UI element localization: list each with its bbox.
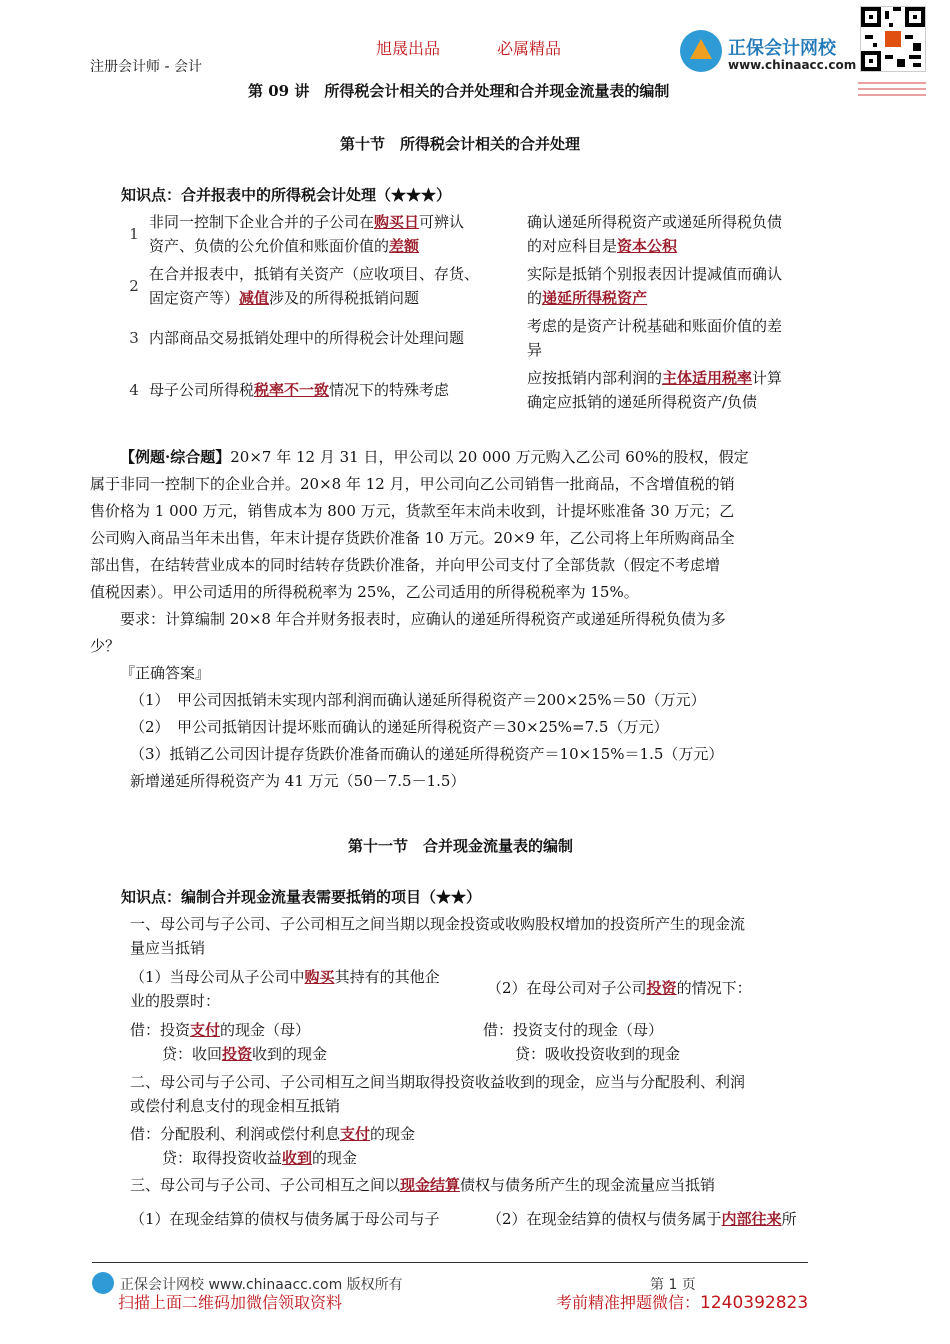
footer-logo-icon — [92, 1272, 114, 1294]
row-highlight: 资本公积 — [617, 237, 678, 255]
row-text: 实际是抵销个别报表因计提减值而确认 — [527, 265, 783, 283]
case-text: 所 — [781, 1210, 797, 1228]
row-text: 的对应科目是 — [527, 237, 618, 255]
answer-line: （2） 甲公司抵销因计提坏账而确认的递延所得税资产＝30×25%=7.5（万元） — [130, 718, 669, 736]
entry-debit: 借：投资支付的现金（母） — [483, 1021, 664, 1039]
section10-title: 第十节 所得税会计相关的合并处理 — [340, 135, 581, 153]
item1-line: 量应当抵销 — [130, 939, 206, 957]
row-text: 的 — [527, 289, 543, 307]
item1-line: 一、母公司与子公司、子公司相互之间当期以现金投资或收购股权增加的投资所产生的现金流 — [130, 915, 746, 933]
promo-left: 扫描上面二维码加微信领取资料 — [118, 1293, 343, 1312]
row-text: 在合并报表中，抵销有关资产（应收项目、存货、 — [149, 265, 480, 283]
case-text: 其持有的其他企 — [334, 968, 440, 986]
knowledge-table — [119, 210, 839, 418]
example-line: 售价格为 1 000 万元，销售成本为 800 万元，货款至年末尚未收到，计提坏账准备 30 万元；乙 — [90, 502, 735, 520]
entry-text: 的现金（母） — [220, 1021, 311, 1039]
item3 — [130, 1174, 715, 1195]
row-text: 涉及的所得税抵销问题 — [269, 289, 420, 307]
entry-text: 贷：收回 — [162, 1045, 223, 1063]
example-line: 属于非同一控制下的企业合并。20×8 年 12 月，甲公司向乙公司销售一批商品，不含增值税的销 — [90, 475, 735, 493]
footer-divider — [92, 1262, 808, 1263]
case2 — [487, 977, 752, 998]
entry-highlight: 支付 — [190, 1021, 221, 1039]
row-text: 固定资产等） — [149, 289, 240, 307]
row-highlight: 税率不一致 — [254, 381, 330, 399]
row-number: 1 — [129, 225, 139, 243]
slogan-right: 必属精品 — [497, 39, 562, 58]
brand-logo — [680, 30, 722, 72]
entry-credit — [130, 1146, 415, 1170]
table-row — [119, 314, 839, 366]
row-left — [149, 210, 527, 262]
item3-highlight: 现金结算 — [400, 1176, 461, 1194]
course-name: 注册会计师 - 会计 — [90, 59, 202, 75]
example-block — [90, 444, 860, 795]
entry-text: 借：分配股利、利润或偿付利息 — [130, 1125, 341, 1143]
example-label: 【例题·综合题】 — [120, 448, 231, 466]
row-text: 母子公司所得税 — [149, 381, 255, 399]
case4 — [487, 1208, 797, 1229]
row-text: 确定应抵销的递延所得税资产/负债 — [527, 393, 758, 411]
slogan-left: 旭晟出品 — [376, 39, 441, 58]
row-highlight: 差额 — [389, 237, 420, 255]
item2 — [130, 1070, 850, 1118]
item1 — [130, 912, 850, 960]
row-text: 计算 — [752, 369, 783, 387]
row-right — [527, 210, 827, 262]
example-line: 值税因素）。甲公司适用的所得税税率为 25%，乙公司适用的所得税税率为 15%。 — [90, 583, 639, 601]
case-text: （2）在现金结算的债权与债务属于 — [487, 1210, 722, 1228]
case-text: 业的股票时： — [130, 992, 221, 1010]
entry-text: 贷：取得投资收益 — [162, 1149, 283, 1167]
row-text: 应按抵销内部利润的 — [527, 369, 663, 387]
answer-line: （1） 甲公司因抵销未实现内部利润而确认递延所得税资产＝200×25%＝50（万元） — [130, 691, 706, 709]
row-text: 资产、负债的公允价值和账面价值的 — [149, 237, 390, 255]
answer-line: （3）抵销乙公司因计提存货跌价准备而确认的递延所得税资产＝10×15%＝1.5（万元） — [130, 745, 724, 763]
brand-logo-icon — [680, 30, 722, 72]
row-text: 内部商品交易抵销处理中的所得税会计处理问题 — [149, 329, 465, 347]
answer-line: 新增递延所得税资产为 41 万元（50－7.5－1.5） — [130, 772, 466, 790]
requirement-line: 要求：计算编制 20×8 年合并财务报表时，应确认的递延所得税资产或递延所得税负债为多 — [120, 610, 726, 628]
table-row — [119, 262, 839, 314]
row-left — [149, 262, 527, 314]
item2-line: 二、母公司与子公司、子公司相互之间当期取得投资收益收到的现金，应当与分配股利、利润 — [130, 1073, 746, 1091]
entry-text: 的现金 — [312, 1149, 358, 1167]
example-line: 公司购入商品当年未出售，年末计提存货跌价准备 10 万元。20×9 年，乙公司将上年所购商品全 — [90, 529, 735, 547]
row-highlight: 主体适用税率 — [662, 369, 753, 387]
qr-code-icon — [860, 6, 926, 72]
promo-right — [556, 1290, 808, 1313]
row-right — [527, 366, 827, 418]
brand-url: www.chinaacc.com — [728, 58, 857, 72]
entry-highlight: 收到 — [282, 1149, 313, 1167]
knowledge-title-2: 知识点：编制合并现金流量表需要抵销的项目（★★） — [121, 888, 482, 906]
case-text: 的情况下： — [676, 979, 752, 997]
entry2 — [483, 1018, 680, 1066]
entry1 — [130, 1018, 327, 1066]
entry-highlight: 投资 — [222, 1045, 253, 1063]
knowledge-title-1: 知识点：合并报表中的所得税会计处理（★★★） — [121, 186, 452, 204]
row-number: 4 — [129, 381, 139, 399]
case-highlight: 投资 — [646, 979, 677, 997]
case-text: （1）当母公司从子公司中 — [130, 968, 305, 986]
row-text: 考虑的是资产计税基础和账面价值的差 — [527, 317, 783, 335]
answer-label: 『正确答案』 — [120, 664, 211, 682]
case3: （1）在现金结算的债权与债务属于母公司与子 — [130, 1210, 440, 1228]
row-text: 异 — [527, 341, 543, 359]
row-highlight: 减值 — [239, 289, 270, 307]
case-highlight: 内部往来 — [721, 1210, 782, 1228]
item2-line: 或偿付利息支付的现金相互抵销 — [130, 1097, 341, 1115]
row-text: 非同一控制下企业合并的子公司在 — [149, 213, 375, 231]
entry-text: 收到的现金 — [252, 1045, 328, 1063]
entry-debit — [130, 1122, 415, 1146]
lecture-title: 第 09 讲 所得税会计相关的合并处理和合并现金流量表的编制 — [248, 82, 670, 100]
promo-right-label: 考前精准押题微信： — [556, 1293, 701, 1312]
row-text: 可辨认 — [419, 213, 465, 231]
entry-credit — [130, 1042, 327, 1066]
entry-text: 借：投资 — [130, 1021, 191, 1039]
example-line — [90, 444, 860, 471]
item3-text: 三、母公司与子公司、子公司相互之间以 — [130, 1176, 401, 1194]
row-highlight: 购买日 — [374, 213, 420, 231]
entry-credit: 贷：吸收投资收到的现金 — [515, 1045, 681, 1063]
row-left — [149, 314, 527, 366]
entry-highlight: 支付 — [340, 1125, 371, 1143]
promo-right-number: 1240392823 — [700, 1293, 809, 1313]
row-text: 情况下的特殊考虑 — [329, 381, 450, 399]
table-row — [119, 366, 839, 418]
example-line: 部出售，在结转营业成本的同时结转存货跌价准备，并向甲公司支付了全部货款（假定不考虑增 — [90, 556, 721, 574]
row-number: 3 — [129, 329, 139, 347]
row-right — [527, 262, 827, 314]
case-text: （2）在母公司对子公司 — [487, 979, 647, 997]
entry-text: 的现金 — [370, 1125, 416, 1143]
case-highlight: 购买 — [304, 968, 335, 986]
entry3 — [130, 1122, 415, 1170]
qr-caption-decoration — [858, 78, 926, 108]
table-row — [119, 210, 839, 262]
section11-title: 第十一节 合并现金流量表的编制 — [348, 837, 574, 855]
row-highlight: 递延所得税资产 — [542, 289, 648, 307]
row-right — [527, 314, 827, 366]
row-number: 2 — [129, 277, 139, 295]
page-number: 第 1 页 — [650, 1277, 696, 1293]
case1 — [130, 965, 480, 1013]
footer-copyright: 正保会计网校 www.chinaacc.com 版权所有 — [120, 1277, 403, 1293]
item3-text: 债权与债务所产生的现金流量应当抵销 — [460, 1176, 716, 1194]
entry-debit — [130, 1018, 327, 1042]
requirement-line: 少？ — [90, 637, 121, 655]
row-left — [149, 366, 527, 418]
brand-name: 正保会计网校 — [728, 38, 836, 59]
row-text: 确认递延所得税资产或递延所得税负债 — [527, 213, 783, 231]
example-text: 20×7 年 12 月 31 日，甲公司以 20 000 万元购入乙公司 60%的股权，假定 — [230, 448, 749, 466]
